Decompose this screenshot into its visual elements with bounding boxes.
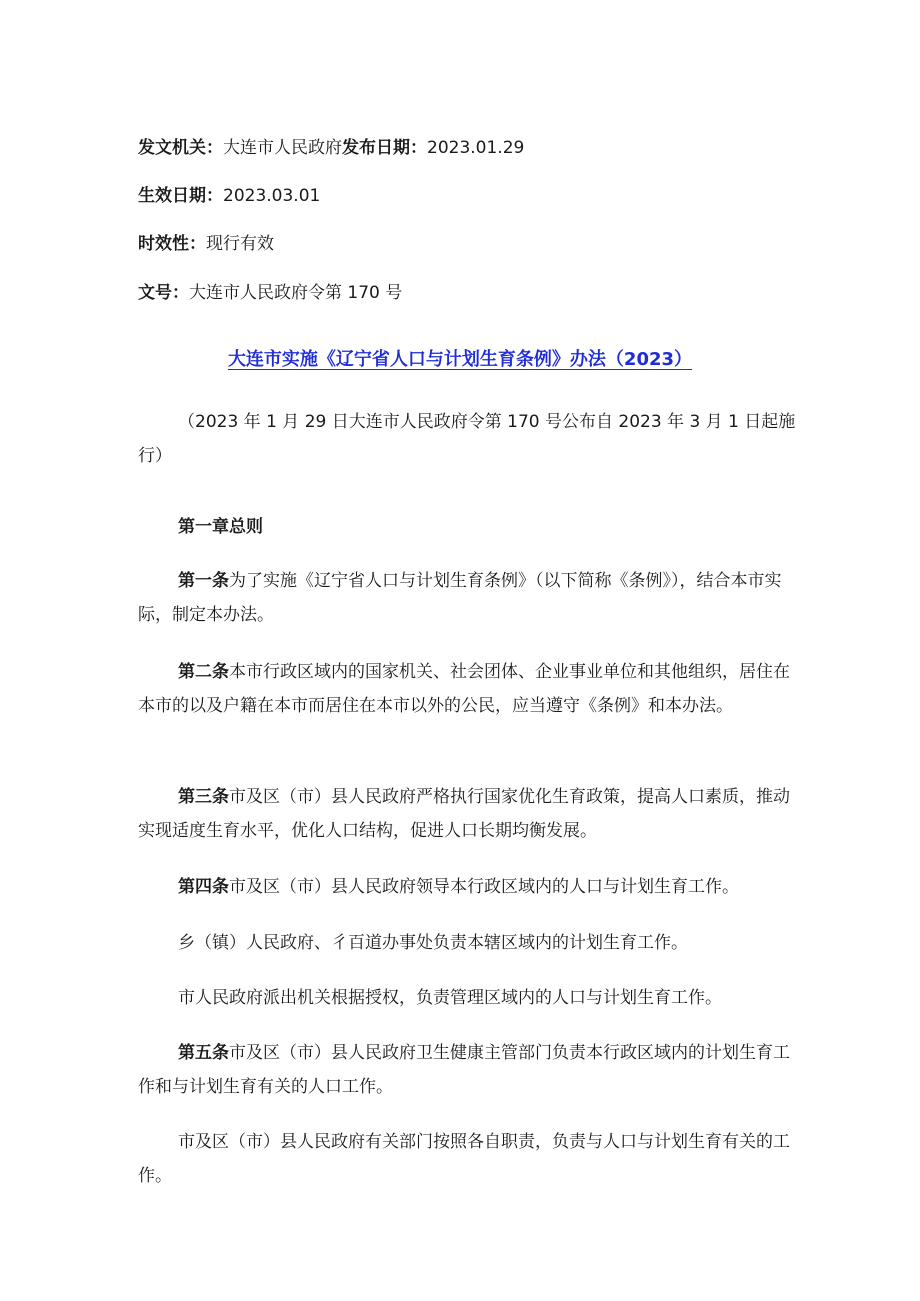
article-label: 第四条 <box>178 877 229 897</box>
validity-value: 现行有效 <box>206 234 274 254</box>
validity-label: 时效性： <box>138 234 206 254</box>
article-label: 第三条 <box>178 787 229 807</box>
publish-date-value: 2023.01.29 <box>427 138 525 158</box>
article-label: 第五条 <box>178 1043 229 1063</box>
promulgation-note: （2023 年 1 月 29 日大连市人民政府令第 170 号公布自 2023 年 3 月 1 日起施行） <box>138 412 796 466</box>
article-4 <box>138 870 798 904</box>
meta-issuer-line <box>138 136 524 160</box>
article-label: 第二条 <box>178 662 229 682</box>
article-5 <box>138 1036 798 1104</box>
effective-date-label: 生效日期： <box>138 186 223 206</box>
meta-docno-line <box>138 281 402 305</box>
meta-validity-line <box>138 232 274 256</box>
article-text: 市及区（市）县人民政府有关部门按照各自职责，负责与人口与计划生育有关的工作。 <box>138 1132 790 1186</box>
chapter-heading: 第一章总则 <box>178 517 263 537</box>
article-1 <box>138 564 798 632</box>
publish-date-label: 发布日期： <box>342 138 427 158</box>
article-3 <box>138 780 798 848</box>
article-label: 第一条 <box>178 571 229 591</box>
article-4-para-3 <box>138 981 798 1015</box>
document-title-link[interactable]: 大连市实施《辽宁省人口与计划生育条例》办法（2023） <box>227 349 693 370</box>
article-text: 为了实施《辽宁省人口与计划生育条例》（以下简称《条例》），结合本市实际，制定本办法。 <box>138 571 782 625</box>
article-text: 市及区（市）县人民政府严格执行国家优化生育政策，提高人口素质，推动实现适度生育水平，优化人口结构，促进人口长期均衡发展。 <box>138 787 790 841</box>
article-text: 市及区（市）县人民政府领导本行政区域内的人口与计划生育工作。 <box>229 877 739 897</box>
article-text: 本市行政区域内的国家机关、社会团体、企业事业单位和其他组织，居住在本市的以及户籍在本市而居住在本市以外的公民，应当遵守《条例》和本办法。 <box>138 662 790 716</box>
article-text: 乡（镇）人民政府、彳百道办事处负责本辖区域内的计划生育工作。 <box>178 933 688 953</box>
meta-effective-line <box>138 184 320 208</box>
article-4-para-2 <box>138 926 798 960</box>
issuer-label: 发文机关： <box>138 138 223 158</box>
article-2 <box>138 655 798 723</box>
article-5-para-2 <box>138 1125 798 1193</box>
docno-label: 文号： <box>138 283 189 303</box>
docno-value: 大连市人民政府令第 170 号 <box>189 283 403 303</box>
issuer-value: 大连市人民政府 <box>223 138 342 158</box>
article-text: 市人民政府派出机关根据授权，负责管理区域内的人口与计划生育工作。 <box>178 988 722 1008</box>
article-text: 市及区（市）县人民政府卫生健康主管部门负责本行政区域内的计划生育工作和与计划生育有关的人口工作。 <box>138 1043 790 1097</box>
effective-date-value: 2023.03.01 <box>223 186 321 206</box>
